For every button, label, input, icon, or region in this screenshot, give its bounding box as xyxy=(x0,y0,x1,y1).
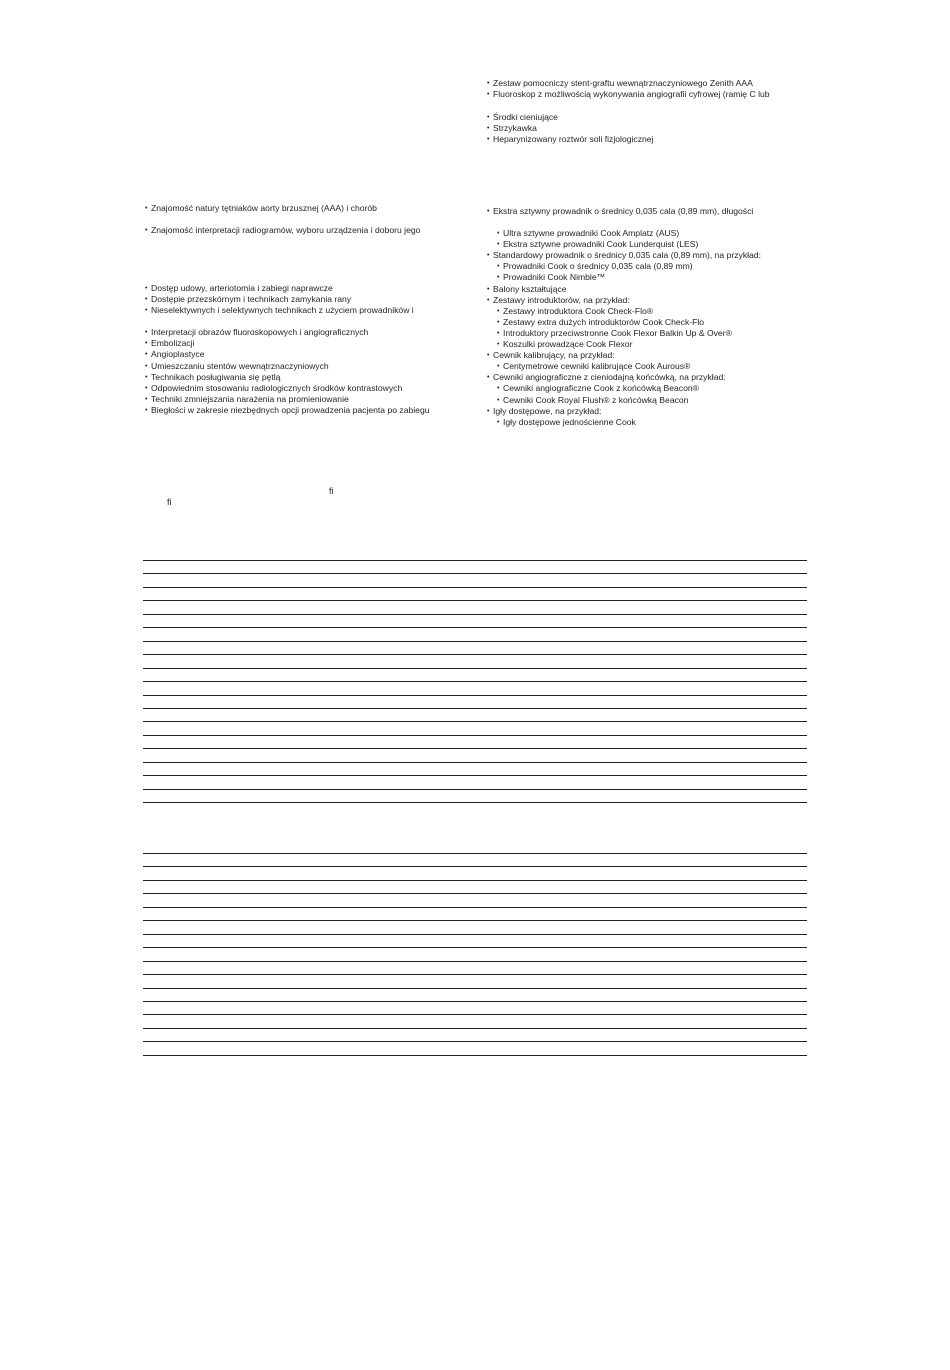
ruled-line xyxy=(143,735,807,736)
left-skills-list xyxy=(145,283,430,416)
list-item: • Ekstra sztywne prowadniki Cook Lunderquist (LES) xyxy=(487,239,761,250)
list-item: • Standardowy prowadnik o średnicy 0,035 cala (0,89 mm), na przykład: xyxy=(487,250,761,261)
list-item: • Cewnik kalibrujący, na przykład: xyxy=(487,350,761,361)
ruled-line xyxy=(143,961,807,962)
list-item: • Angioplastyce xyxy=(145,349,430,360)
ruled-line xyxy=(143,708,807,709)
ruled-line xyxy=(143,947,807,948)
list-item: • Umieszczaniu stentów wewnątrznaczyniowych xyxy=(145,361,430,372)
list-item: • Zestawy introduktora Cook Check-Flo® xyxy=(487,306,761,317)
list-item: • Cewniki Cook Royal Flush® z końcówką Beacon xyxy=(487,395,761,406)
list-item: • Strzykawka xyxy=(487,123,653,134)
ruled-line xyxy=(143,1028,807,1029)
ruled-line xyxy=(143,573,807,574)
ruled-line xyxy=(143,721,807,722)
list-item: • Interpretacji obrazów fluoroskopowych i angiograficznych xyxy=(145,327,430,338)
list-item: • Balony kształtujące xyxy=(487,284,761,295)
list-item: • Cewniki angiograficzne z cieniodajną końcówką, na przykład: xyxy=(487,372,761,383)
list-item: • Odpowiednim stosowaniu radiologicznych środków kontrastowych xyxy=(145,383,430,394)
list-item: • Znajomość interpretacji radiogramów, wyboru urządzenia i doboru jego xyxy=(145,225,420,236)
ruled-line xyxy=(143,853,807,854)
ruled-line xyxy=(143,587,807,588)
ruled-line xyxy=(143,641,807,642)
ruled-line xyxy=(143,681,807,682)
ruled-line xyxy=(143,1014,807,1015)
ligature-glyph: ﬁ xyxy=(329,486,334,496)
right-top-list-2 xyxy=(487,112,653,145)
list-item: • Środki cieniujące xyxy=(487,112,653,123)
list-item: • Zestawy introduktorów, na przykład: xyxy=(487,295,761,306)
ruled-line xyxy=(143,920,807,921)
list-item: • Znajomość natury tętniaków aorty brzusznej (AAA) i chorób xyxy=(145,203,420,214)
list-item: • Prowadniki Cook Nimble™ xyxy=(487,272,761,283)
ruled-line xyxy=(143,880,807,881)
list-item: • Ultra sztywne prowadniki Cook Amplatz (AUS) xyxy=(487,228,761,239)
list-item: • Introduktory przeciwstronne Cook Flexor Balkin Up & Over® xyxy=(487,328,761,339)
list-item: • Heparynizowany roztwór soli fizjologicznej xyxy=(487,134,653,145)
list-item: • Techniki zmniejszania narażenia na promieniowanie xyxy=(145,394,430,405)
list-item: • Cewniki angiograficzne Cook z końcówką Beacon® xyxy=(487,383,761,394)
list-item: • Dostępie przezskórnym i technikach zamykania rany xyxy=(145,294,430,305)
list-item: • Igły dostępowe, na przykład: xyxy=(487,406,761,417)
ruled-line xyxy=(143,1041,807,1042)
ruled-line xyxy=(143,1055,807,1056)
left-knowledge-list xyxy=(145,203,420,236)
ruled-line xyxy=(143,614,807,615)
ruled-line xyxy=(143,802,807,803)
list-item: • Centymetrowe cewniki kalibrujące Cook Aurous® xyxy=(487,361,761,372)
ruled-line xyxy=(143,907,807,908)
ruled-line xyxy=(143,668,807,669)
ligature-glyph: ﬁ xyxy=(167,497,172,507)
list-item: • Technikach posługiwania się pętlą xyxy=(145,372,430,383)
list-item: • Igły dostępowe jednościenne Cook xyxy=(487,417,761,428)
right-top-list-1 xyxy=(487,78,770,100)
list-item: • Prowadniki Cook o średnicy 0,035 cala (0,89 mm) xyxy=(487,261,761,272)
list-item: • Ekstra sztywny prowadnik o średnicy 0,035 cala (0,89 mm), długości xyxy=(487,206,761,217)
ruled-line xyxy=(143,789,807,790)
ruled-line xyxy=(143,775,807,776)
ruled-line xyxy=(143,748,807,749)
ruled-line xyxy=(143,627,807,628)
ruled-line xyxy=(143,600,807,601)
right-devices-list xyxy=(487,206,761,428)
ruled-line xyxy=(143,866,807,867)
ruled-line xyxy=(143,1001,807,1002)
list-item: • Zestawy extra dużych introduktorów Cook Check-Flo xyxy=(487,317,761,328)
list-item: • Nieselektywnych i selektywnych technikach z użyciem prowadników i xyxy=(145,305,430,316)
ruled-line xyxy=(143,560,807,561)
list-item: • Koszulki prowadzące Cook Flexor xyxy=(487,339,761,350)
ruled-line xyxy=(143,934,807,935)
list-item: • Dostęp udowy, arteriotomia i zabiegi naprawcze xyxy=(145,283,430,294)
list-item: • Zestaw pomocniczy stent-graftu wewnątrznaczyniowego Zenith AAA xyxy=(487,78,770,89)
list-item: • Fluoroskop z możliwością wykonywania angiografii cyfrowej (ramię C lub xyxy=(487,89,770,100)
device-items xyxy=(487,228,761,428)
ruled-line xyxy=(143,893,807,894)
ruled-line xyxy=(143,988,807,989)
ruled-line xyxy=(143,654,807,655)
ruled-line xyxy=(143,974,807,975)
list-item: • Biegłości w zakresie niezbędnych opcji prowadzenia pacjenta po zabiegu xyxy=(145,405,430,416)
ruled-line xyxy=(143,695,807,696)
ruled-line xyxy=(143,762,807,763)
list-item: • Embolizacji xyxy=(145,338,430,349)
